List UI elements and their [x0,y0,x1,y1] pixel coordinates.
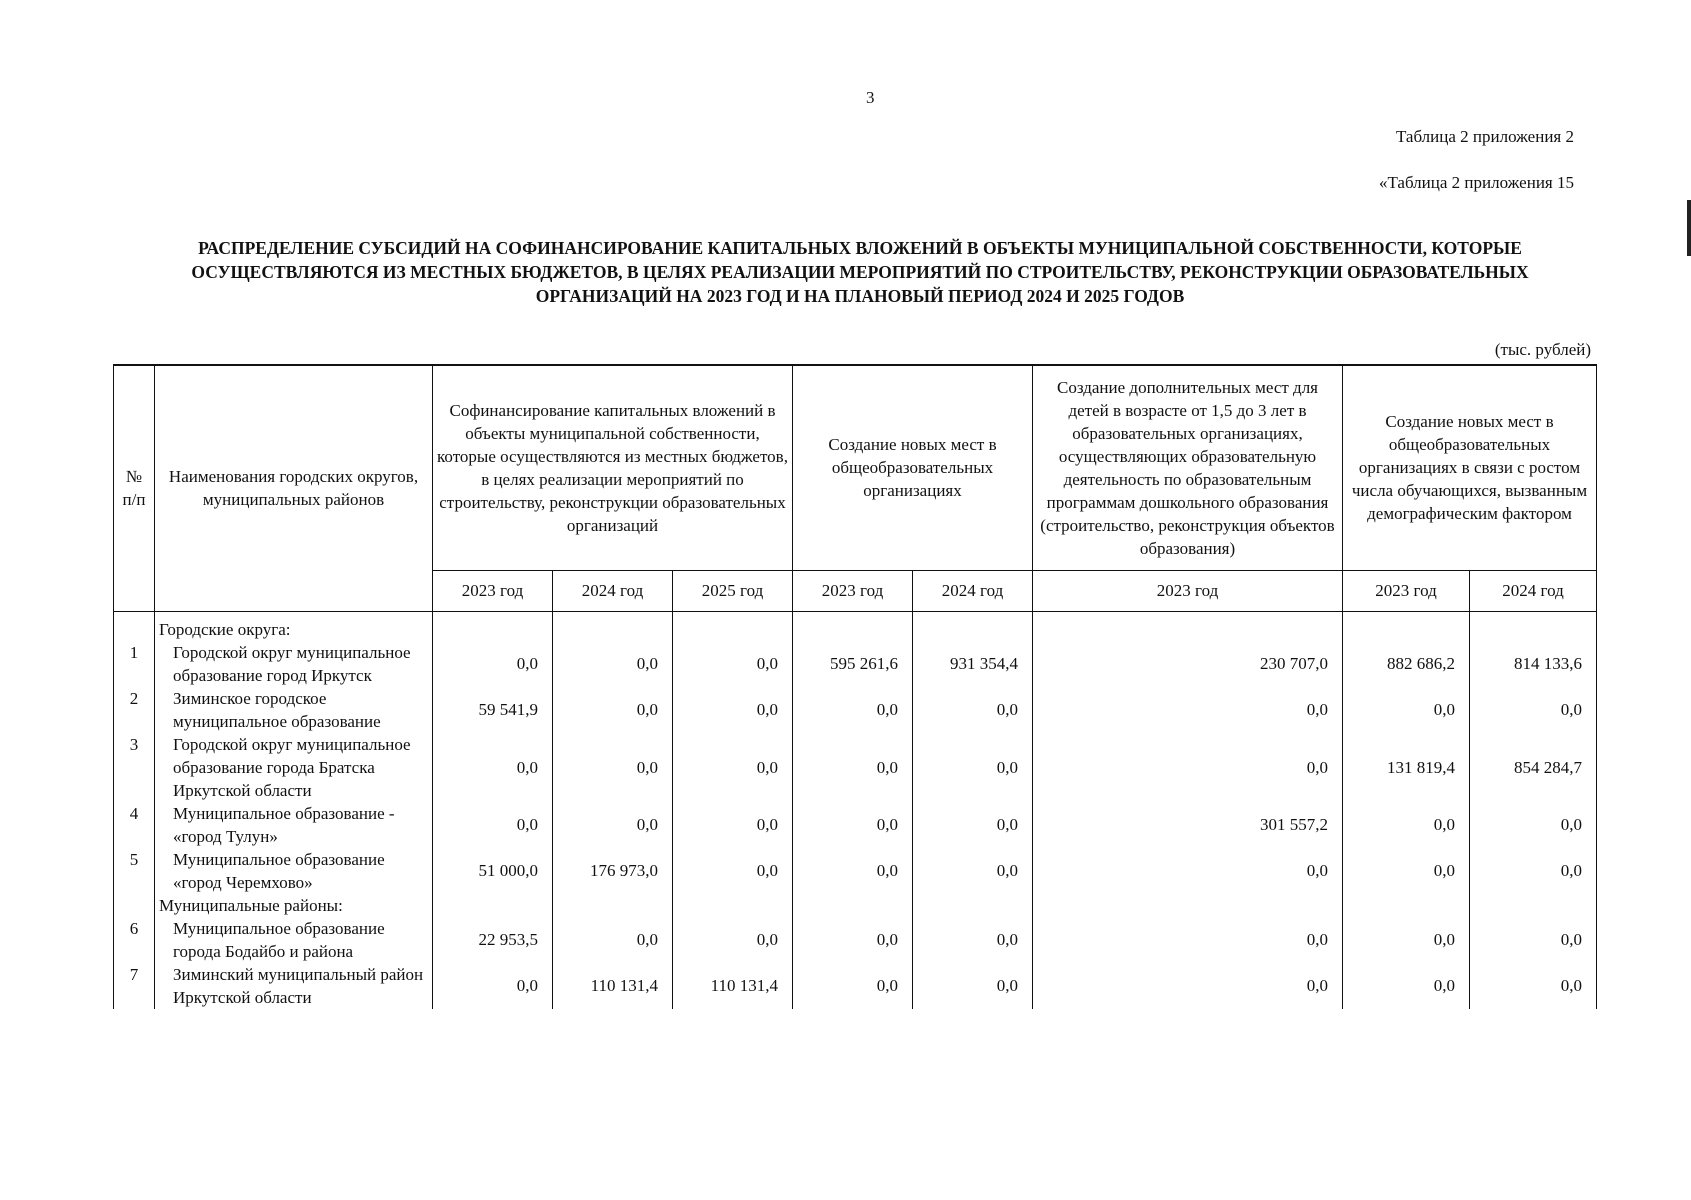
value-cell: 854 284,7 [1470,733,1597,802]
row-number: 7 [114,963,155,1009]
value-cell: 0,0 [673,917,793,963]
value-cell: 0,0 [1470,917,1597,963]
group-row [114,894,1597,917]
row-number: 5 [114,848,155,894]
header-year: 2023 год [1033,570,1343,611]
value-cell: 0,0 [1033,848,1343,894]
value-cell: 0,0 [433,733,553,802]
scan-edge-mark [1687,200,1691,256]
value-cell: 0,0 [1470,963,1597,1009]
table-row [114,687,1597,733]
table-reference-quoted: «Таблица 2 приложения 15 [1378,173,1574,192]
table-row [114,733,1597,802]
value-cell: 301 557,2 [1033,802,1343,848]
row-name: Зиминское городское муниципальное образование [155,687,433,733]
value-cell: 22 953,5 [433,917,553,963]
header-year: 2024 год [913,570,1033,611]
header-group-demographic: Создание новых мест в общеобразовательных организациях в связи с ростом числа обучающихся, вызванным демографическим фактором [1343,365,1597,570]
value-cell: 0,0 [1033,687,1343,733]
value-cell: 0,0 [1343,802,1470,848]
value-cell: 595 261,6 [793,641,913,687]
header-year: 2023 год [1343,570,1470,611]
value-cell: 51 000,0 [433,848,553,894]
group-label: Городские округа: [155,611,433,641]
header-year: 2025 год [673,570,793,611]
value-cell: 0,0 [553,802,673,848]
header-group-new-places: Создание новых мест в общеобразовательных организациях [793,365,1033,570]
page-number: 3 [866,88,875,107]
value-cell: 0,0 [553,687,673,733]
value-cell: 59 541,9 [433,687,553,733]
table-row [114,641,1597,687]
value-cell: 0,0 [553,917,673,963]
value-cell: 0,0 [793,848,913,894]
value-cell: 0,0 [433,963,553,1009]
row-name: Городской округ муниципальное образование город Иркутск [155,641,433,687]
header-year: 2024 год [553,570,673,611]
row-name: Муниципальное образование «город Черемхово» [155,848,433,894]
row-number: 3 [114,733,155,802]
value-cell: 0,0 [1470,687,1597,733]
value-cell: 931 354,4 [913,641,1033,687]
header-num: № п/п [114,365,155,611]
value-cell: 0,0 [673,848,793,894]
header-year: 2023 год [793,570,913,611]
value-cell: 0,0 [673,802,793,848]
group-row [114,611,1597,641]
value-cell: 0,0 [1033,917,1343,963]
table-row [114,917,1597,963]
row-number: 4 [114,802,155,848]
value-cell: 0,0 [1343,963,1470,1009]
row-number: 6 [114,917,155,963]
row-name: Городской округ муниципальное образование города Братска Иркутской области [155,733,433,802]
table-row [114,963,1597,1009]
value-cell: 0,0 [913,802,1033,848]
value-cell: 0,0 [1343,917,1470,963]
value-cell: 814 133,6 [1470,641,1597,687]
header-year: 2024 год [1470,570,1597,611]
value-cell: 0,0 [1033,733,1343,802]
value-cell: 0,0 [793,963,913,1009]
value-cell: 0,0 [793,687,913,733]
value-cell: 131 819,4 [1343,733,1470,802]
subsidy-table [113,364,1597,1009]
units-label: (тыс. рублей) [1494,340,1591,359]
value-cell: 0,0 [793,917,913,963]
row-name: Муниципальное образование - «город Тулун» [155,802,433,848]
value-cell: 0,0 [1470,802,1597,848]
value-cell: 0,0 [553,733,673,802]
value-cell: 0,0 [913,917,1033,963]
value-cell: 0,0 [673,687,793,733]
value-cell: 0,0 [673,641,793,687]
table-row [114,848,1597,894]
value-cell: 0,0 [673,733,793,802]
row-number: 2 [114,687,155,733]
value-cell: 0,0 [913,963,1033,1009]
document-title: РАСПРЕДЕЛЕНИЕ СУБСИДИЙ НА СОФИНАНСИРОВАНИЕ КАПИТАЛЬНЫХ ВЛОЖЕНИЙ В ОБЪЕКТЫ МУНИЦИПАЛЬНОЙ СОБСТВЕННОСТИ, КОТОРЫЕ ОСУЩЕСТВЛЯЮТСЯ ИЗ МЕСТНЫХ БЮДЖЕТОВ, В ЦЕЛЯХ РЕАЛИЗАЦИИ МЕРОПРИЯТИЙ ПО СТРОИТЕЛЬСТВУ, РЕКОНСТРУКЦИИ ОБРАЗОВАТЕЛЬНЫХ ОРГАНИЗАЦИЙ НА 2023 ГОД И НА ПЛАНОВЫЙ ПЕРИОД 2024 И 2025 ГОДОВ [191,238,1529,306]
value-cell: 0,0 [553,641,673,687]
value-cell: 0,0 [913,733,1033,802]
value-cell: 882 686,2 [1343,641,1470,687]
value-cell: 230 707,0 [1033,641,1343,687]
header-group-preschool-places: Создание дополнительных мест для детей в возрасте от 1,5 до 3 лет в образовательных организациях, осуществляющих образовательную деятельность по образовательным программам дошкольного образования (строительство, реконструкция объектов образования) [1033,365,1343,570]
table-row [114,802,1597,848]
header-year: 2023 год [433,570,553,611]
value-cell: 0,0 [913,848,1033,894]
value-cell: 0,0 [1343,687,1470,733]
value-cell: 0,0 [1033,963,1343,1009]
value-cell: 0,0 [793,733,913,802]
value-cell: 0,0 [793,802,913,848]
row-name: Муниципальное образование города Бодайбо и района [155,917,433,963]
table-body [114,611,1597,1009]
header-name: Наименования городских округов, муниципальных районов [155,365,433,611]
value-cell: 0,0 [913,687,1033,733]
table-reference: Таблица 2 приложения 2 [1395,127,1574,146]
row-number: 1 [114,641,155,687]
value-cell: 0,0 [1343,848,1470,894]
value-cell: 176 973,0 [553,848,673,894]
row-name: Зиминский муниципальный район Иркутской области [155,963,433,1009]
value-cell: 110 131,4 [553,963,673,1009]
value-cell: 0,0 [1470,848,1597,894]
value-cell: 0,0 [433,802,553,848]
value-cell: 0,0 [433,641,553,687]
group-label: Муниципальные районы: [155,894,433,917]
value-cell: 110 131,4 [673,963,793,1009]
header-group-cofinancing: Софинансирование капитальных вложений в объекты муниципальной собственности, которые осуществляются из местных бюджетов, в целях реализации мероприятий по строительству, реконструкции образовательных организаций [433,365,793,570]
